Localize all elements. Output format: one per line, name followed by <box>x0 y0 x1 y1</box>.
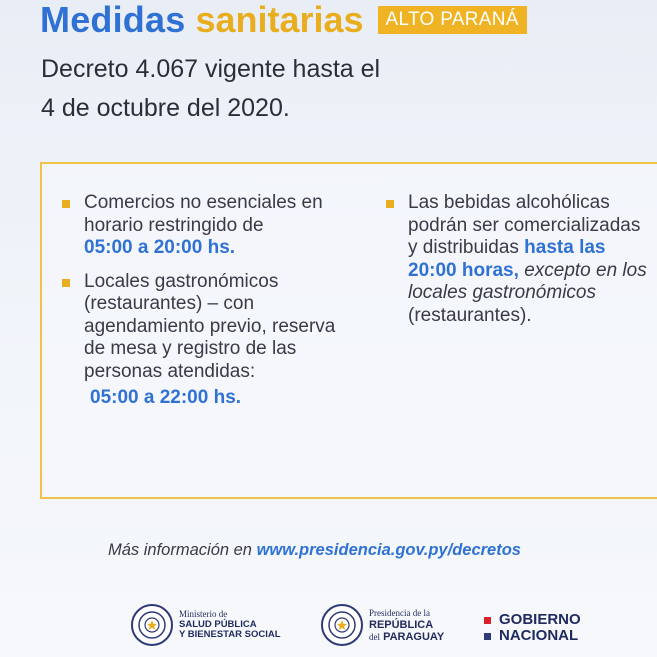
title-medidas: Medidas <box>40 0 186 40</box>
more-info-line <box>108 541 521 560</box>
region-tag: ALTO PARANÁ <box>378 6 527 34</box>
presidency-logo <box>321 604 444 646</box>
ministry-name <box>179 609 281 641</box>
presidency-top: Presidencia de la <box>369 608 430 618</box>
more-info-label: Más información en <box>108 541 252 559</box>
presidency-line-2: PARAGUAY <box>383 631 445 643</box>
ministry-logo <box>131 604 281 646</box>
measures-right-column <box>372 192 654 327</box>
bullet-square-icon <box>62 279 70 287</box>
presidency-seal-icon <box>321 604 363 646</box>
alcohol-exception: excepto en los locales gastronómicos <box>408 259 647 303</box>
measure-time: 05:00 a 20:00 hs. <box>84 237 236 258</box>
red-square-icon <box>484 617 491 624</box>
government-logo <box>484 612 581 644</box>
presidency-name <box>369 607 444 643</box>
decree-text <box>41 50 380 128</box>
ministry-seal-icon <box>131 604 173 646</box>
alcohol-text: Las bebidas alcohólicas podrán ser comercializadas y distribuidas <box>408 192 641 258</box>
measure-alcohol <box>372 192 654 327</box>
ministry-top: Ministerio de <box>179 609 228 620</box>
presidency-line-1: REPÚBLICA <box>369 619 434 631</box>
measures-left-column <box>48 192 358 410</box>
decrees-link[interactable]: www.presidencia.gov.py/decretos <box>256 541 521 559</box>
bullet-square-icon <box>62 200 70 208</box>
decree-line-2: 4 de octubre del 2020. <box>41 94 290 122</box>
measure-text: Locales gastronómicos (restaurantes) – con agendamiento previo, reserva de mesa y registro de las personas atendidas: <box>84 270 336 382</box>
blue-square-icon <box>484 633 491 640</box>
alcohol-highlight: hasta las 20:00 horas, <box>408 237 606 281</box>
presidency-prefix: del <box>369 632 380 642</box>
measure-time: 05:00 a 22:00 hs. <box>90 387 242 408</box>
gov-line-1: GOBIERNO <box>499 611 581 628</box>
measure-non-essential-commerce <box>48 192 358 260</box>
decree-line-1: Decreto 4.067 vigente hasta el <box>41 55 381 83</box>
title-sanitarias: sanitarias <box>195 0 364 40</box>
bullet-square-icon <box>386 200 394 208</box>
ministry-line-2: Y BIENESTAR SOCIAL <box>179 629 281 641</box>
ministry-line-1: SALUD PÚBLICA <box>179 618 257 630</box>
measure-restaurants <box>48 271 358 410</box>
alcohol-text-end: (restaurantes). <box>408 304 532 326</box>
title-row <box>40 0 527 40</box>
measure-text: Comercios no esenciales en horario restringido de <box>84 192 323 236</box>
gov-line-2: NACIONAL <box>499 627 579 644</box>
